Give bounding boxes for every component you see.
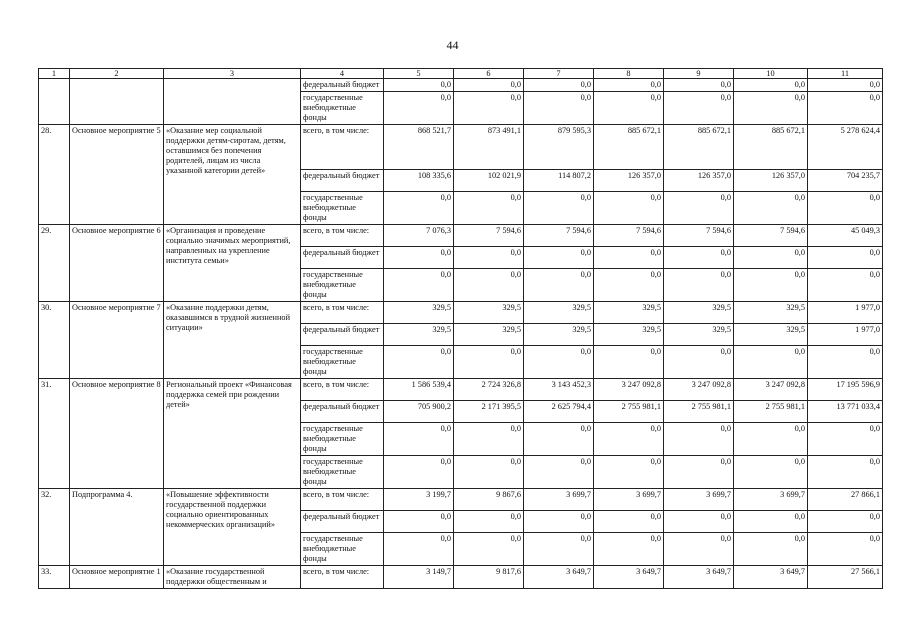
amount-cell: 45 049,3: [808, 225, 883, 247]
funding-source: государственные внебюджетные фонды: [301, 92, 384, 125]
item-description: «Организация и проведение социально значимых мероприятий, направленных на укрепление института семьи»: [164, 225, 301, 302]
amount-cell: 0,0: [454, 511, 524, 533]
amount-cell: 329,5: [734, 302, 808, 324]
funding-source: всего, в том числе:: [301, 566, 384, 589]
amount-cell: 0,0: [524, 346, 594, 379]
amount-cell: 0,0: [524, 511, 594, 533]
funding-source: федеральный бюджет: [301, 511, 384, 533]
amount-cell: 0,0: [664, 346, 734, 379]
table-row: [39, 302, 883, 324]
table-row: [39, 125, 883, 170]
amount-cell: 1 977,0: [808, 324, 883, 346]
amount-cell: 114 807,2: [524, 170, 594, 192]
item-number: 28.: [39, 125, 70, 225]
amount-cell: 0,0: [524, 456, 594, 489]
amount-cell: 0,0: [594, 247, 664, 269]
amount-cell: 1 977,0: [808, 302, 883, 324]
amount-cell: 5 278 624,4: [808, 125, 883, 170]
amount-cell: 3 149,7: [384, 566, 454, 589]
amount-cell: 9 867,6: [454, 489, 524, 511]
amount-cell: 0,0: [454, 423, 524, 456]
amount-cell: 0,0: [454, 456, 524, 489]
column-number-row: [39, 69, 883, 79]
column-header: 10: [734, 69, 808, 79]
amount-cell: 868 521,7: [384, 125, 454, 170]
item-name: Подпрограмма 4.: [70, 489, 164, 566]
amount-cell: 1 586 539,4: [384, 379, 454, 401]
amount-cell: 0,0: [594, 533, 664, 566]
amount-cell: 705 900,2: [384, 401, 454, 423]
amount-cell: 0,0: [524, 79, 594, 92]
funding-source: государственные внебюджетные фонды: [301, 269, 384, 302]
amount-cell: 3 247 092,8: [594, 379, 664, 401]
column-header: 7: [524, 69, 594, 79]
amount-cell: 9 817,6: [454, 566, 524, 589]
amount-cell: 0,0: [594, 346, 664, 379]
amount-cell: 0,0: [454, 346, 524, 379]
amount-cell: 3 143 452,3: [524, 379, 594, 401]
amount-cell: 7 076,3: [384, 225, 454, 247]
funding-source: всего, в том числе:: [301, 489, 384, 511]
amount-cell: 0,0: [524, 423, 594, 456]
amount-cell: 0,0: [664, 423, 734, 456]
amount-cell: 3 247 092,8: [734, 379, 808, 401]
amount-cell: 0,0: [524, 92, 594, 125]
amount-cell: 0,0: [734, 79, 808, 92]
amount-cell: 0,0: [524, 269, 594, 302]
amount-cell: 7 594,6: [734, 225, 808, 247]
amount-cell: 0,0: [808, 346, 883, 379]
amount-cell: 329,5: [384, 324, 454, 346]
funding-source: всего, в том числе:: [301, 225, 384, 247]
amount-cell: 0,0: [734, 92, 808, 125]
item-number: 31.: [39, 379, 70, 489]
table-row: [39, 379, 883, 401]
amount-cell: 0,0: [594, 423, 664, 456]
amount-cell: 0,0: [384, 247, 454, 269]
amount-cell: 0,0: [664, 456, 734, 489]
amount-cell: 0,0: [454, 269, 524, 302]
amount-cell: 3 199,7: [384, 489, 454, 511]
amount-cell: 2 625 794,4: [524, 401, 594, 423]
amount-cell: 7 594,6: [524, 225, 594, 247]
amount-cell: 0,0: [384, 79, 454, 92]
amount-cell: 27 866,1: [808, 489, 883, 511]
amount-cell: 879 595,3: [524, 125, 594, 170]
item-description: «Оказание государственной поддержки общественным и: [164, 566, 301, 589]
amount-cell: 0,0: [664, 511, 734, 533]
amount-cell: 0,0: [734, 247, 808, 269]
amount-cell: 0,0: [384, 192, 454, 225]
budget-table: [38, 68, 883, 589]
amount-cell: 0,0: [594, 92, 664, 125]
amount-cell: 7 594,6: [454, 225, 524, 247]
amount-cell: 3 699,7: [664, 489, 734, 511]
amount-cell: 329,5: [384, 302, 454, 324]
item-description: «Оказание мер социальной поддержки детям-сиротам, детям, оставшимся без попечения родителей, лицам из числа указанной категории детей»: [164, 125, 301, 225]
funding-source: федеральный бюджет: [301, 324, 384, 346]
column-header: 2: [70, 69, 164, 79]
table-row: [39, 489, 883, 511]
amount-cell: 0,0: [384, 511, 454, 533]
column-header: 8: [594, 69, 664, 79]
item-name: Основное мероприятие 7: [70, 302, 164, 379]
funding-source: федеральный бюджет: [301, 401, 384, 423]
amount-cell: 329,5: [594, 302, 664, 324]
amount-cell: 0,0: [524, 533, 594, 566]
amount-cell: 102 021,9: [454, 170, 524, 192]
funding-source: государственные внебюджетные фонды: [301, 533, 384, 566]
amount-cell: 0,0: [594, 511, 664, 533]
amount-cell: 0,0: [594, 456, 664, 489]
amount-cell: 0,0: [808, 511, 883, 533]
amount-cell: 0,0: [808, 533, 883, 566]
column-header: 11: [808, 69, 883, 79]
amount-cell: 329,5: [524, 324, 594, 346]
funding-source: государственные внебюджетные фонды: [301, 456, 384, 489]
amount-cell: 0,0: [664, 269, 734, 302]
amount-cell: 0,0: [454, 533, 524, 566]
amount-cell: 3 649,7: [594, 566, 664, 589]
item-name: Основное мероприятие 5: [70, 125, 164, 225]
amount-cell: 329,5: [664, 302, 734, 324]
amount-cell: 3 247 092,8: [664, 379, 734, 401]
funding-source: всего, в том числе:: [301, 379, 384, 401]
amount-cell: 329,5: [454, 302, 524, 324]
amount-cell: 126 357,0: [664, 170, 734, 192]
item-description: «Оказание поддержки детям, оказавшимся в трудной жизненной ситуации»: [164, 302, 301, 379]
amount-cell: 0,0: [734, 269, 808, 302]
amount-cell: 0,0: [664, 533, 734, 566]
amount-cell: 3 649,7: [664, 566, 734, 589]
amount-cell: 0,0: [808, 92, 883, 125]
amount-cell: 0,0: [454, 92, 524, 125]
funding-source: государственные внебюджетные фонды: [301, 192, 384, 225]
item-description: Региональный проект «Финансовая поддержка семей при рождении детей»: [164, 379, 301, 489]
continued-cell: [39, 79, 70, 125]
amount-cell: 329,5: [734, 324, 808, 346]
column-header: 4: [301, 69, 384, 79]
amount-cell: 0,0: [594, 192, 664, 225]
amount-cell: 329,5: [454, 324, 524, 346]
amount-cell: 0,0: [734, 192, 808, 225]
amount-cell: 0,0: [664, 192, 734, 225]
item-description: «Повышение эффективности государственной поддержки социально ориентированных некоммерческих организаций»: [164, 489, 301, 566]
amount-cell: 0,0: [384, 346, 454, 379]
item-number: 32.: [39, 489, 70, 566]
amount-cell: 0,0: [524, 192, 594, 225]
amount-cell: 329,5: [664, 324, 734, 346]
item-name: Основное мероприятие 1: [70, 566, 164, 589]
amount-cell: 3 699,7: [524, 489, 594, 511]
amount-cell: 0,0: [664, 79, 734, 92]
amount-cell: 0,0: [734, 533, 808, 566]
funding-source: федеральный бюджет: [301, 247, 384, 269]
continued-cell: [164, 79, 301, 125]
continued-cell: [70, 79, 164, 125]
amount-cell: 27 566,1: [808, 566, 883, 589]
column-header: 9: [664, 69, 734, 79]
amount-cell: 2 755 981,1: [734, 401, 808, 423]
amount-cell: 3 699,7: [594, 489, 664, 511]
amount-cell: 3 649,7: [524, 566, 594, 589]
amount-cell: 0,0: [808, 247, 883, 269]
item-name: Основное мероприятие 8: [70, 379, 164, 489]
amount-cell: 0,0: [594, 269, 664, 302]
column-header: 6: [454, 69, 524, 79]
amount-cell: 0,0: [808, 269, 883, 302]
amount-cell: 0,0: [734, 346, 808, 379]
amount-cell: 0,0: [384, 423, 454, 456]
amount-cell: 329,5: [524, 302, 594, 324]
item-number: 29.: [39, 225, 70, 302]
column-header: 3: [164, 69, 301, 79]
amount-cell: 108 335,6: [384, 170, 454, 192]
amount-cell: 0,0: [384, 269, 454, 302]
amount-cell: 126 357,0: [734, 170, 808, 192]
table-row: [39, 79, 883, 92]
amount-cell: 0,0: [808, 79, 883, 92]
funding-source: государственные внебюджетные фонды: [301, 423, 384, 456]
amount-cell: 0,0: [664, 92, 734, 125]
funding-source: всего, в том числе:: [301, 302, 384, 324]
amount-cell: 0,0: [734, 423, 808, 456]
amount-cell: 0,0: [384, 533, 454, 566]
amount-cell: 2 755 981,1: [594, 401, 664, 423]
amount-cell: 0,0: [454, 192, 524, 225]
funding-source: государственные внебюджетные фонды: [301, 346, 384, 379]
amount-cell: 885 672,1: [664, 125, 734, 170]
amount-cell: 0,0: [594, 79, 664, 92]
column-header: 5: [384, 69, 454, 79]
amount-cell: 3 699,7: [734, 489, 808, 511]
item-name: Основное мероприятие 6: [70, 225, 164, 302]
amount-cell: 2 755 981,1: [664, 401, 734, 423]
amount-cell: 0,0: [808, 192, 883, 225]
amount-cell: 2 724 326,8: [454, 379, 524, 401]
amount-cell: 0,0: [734, 511, 808, 533]
amount-cell: 7 594,6: [594, 225, 664, 247]
item-number: 30.: [39, 302, 70, 379]
amount-cell: 0,0: [808, 456, 883, 489]
amount-cell: 126 357,0: [594, 170, 664, 192]
amount-cell: 2 171 395,5: [454, 401, 524, 423]
funding-source: федеральный бюджет: [301, 170, 384, 192]
amount-cell: 329,5: [594, 324, 664, 346]
item-number: 33.: [39, 566, 70, 589]
table-body: [39, 79, 883, 589]
amount-cell: 0,0: [664, 247, 734, 269]
table-row: [39, 566, 883, 589]
amount-cell: 17 195 596,9: [808, 379, 883, 401]
column-header: 1: [39, 69, 70, 79]
amount-cell: 885 672,1: [594, 125, 664, 170]
amount-cell: 0,0: [454, 247, 524, 269]
amount-cell: 0,0: [734, 456, 808, 489]
amount-cell: 0,0: [454, 79, 524, 92]
table-row: [39, 225, 883, 247]
amount-cell: 0,0: [808, 423, 883, 456]
amount-cell: 0,0: [524, 247, 594, 269]
amount-cell: 0,0: [384, 456, 454, 489]
funding-source: федеральный бюджет: [301, 79, 384, 92]
amount-cell: 873 491,1: [454, 125, 524, 170]
amount-cell: 7 594,6: [664, 225, 734, 247]
amount-cell: 3 649,7: [734, 566, 808, 589]
amount-cell: 704 235,7: [808, 170, 883, 192]
funding-source: всего, в том числе:: [301, 125, 384, 170]
page-number: 44: [446, 38, 459, 52]
amount-cell: 0,0: [384, 92, 454, 125]
amount-cell: 13 771 033,4: [808, 401, 883, 423]
amount-cell: 885 672,1: [734, 125, 808, 170]
